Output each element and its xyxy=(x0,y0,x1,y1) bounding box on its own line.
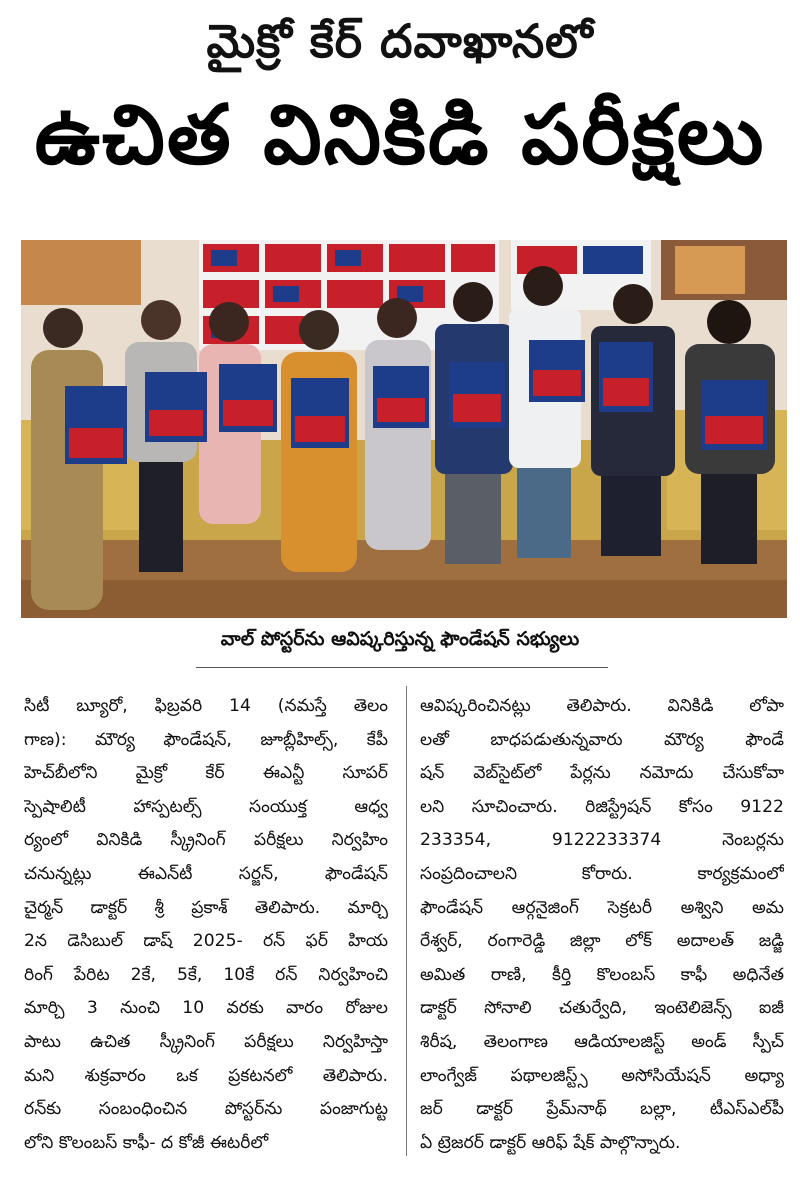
text-line: రేశ్వర్, రంగారెడ్డి జిల్లా లోక్ అదాలత్ జడ్జి xyxy=(420,931,784,952)
text-line: గాణ): మౌర్య ఫౌండేషన్, జూబ్లీహిల్స్, కేపీ xyxy=(24,729,388,750)
text-line: హెచ్‌బీలోని మైక్రో కేర్ ఈఎన్టీ సూపర్ xyxy=(24,763,388,784)
text-line: డాక్టర్ సోనాలి చతుర్వేది, ఇంటెలిజెన్స్ ఐజీ xyxy=(420,998,784,1019)
text-line: ర్యంలో వినికిడి స్క్రీనింగ్ పరీక్షలు నిర్వహిం xyxy=(24,830,388,851)
text-line: సంప్రదించాలని కోరారు. కార్యక్రమంలో xyxy=(420,863,784,884)
text-line: రింగ్ పేరిట 2కే, 5కే, 10కే రన్ నిర్వహించి xyxy=(24,964,388,985)
text-line: లోని కొలంబస్ కాఫీ- ద కోజీ ఈటరీలో xyxy=(24,1132,269,1153)
text-line: ఏ ట్రెజరర్ డాక్టర్ ఆరిఫ్ షేక్ పాల్గొన్నారు. xyxy=(420,1132,681,1153)
text-line: శిరీష, తెలంగాణ ఆడియాలజిస్ట్ అండ్ స్పీచ్ xyxy=(420,1031,784,1052)
text-line: ఆవిష్కరించినట్లు తెలిపారు. వినికిడి లోపా xyxy=(420,696,784,716)
text-line: రన్‌కు సంబంధించిన పోస్టర్‌ను పంజాగుట్ట xyxy=(24,1099,388,1120)
text-line: చైర్మన్ డాక్టర్ శ్రీ ప్రకాశ్ తెలిపారు. మార్చి xyxy=(24,897,388,918)
text-line: సిటీ బ్యూరో, ఫిబ్రవరి 14 (నమస్తే తెలం xyxy=(24,696,388,716)
text-line: స్పెషాలిటీ హాస్పటల్స్ సంయుక్త ఆధ్వ xyxy=(24,796,388,817)
text-line: మార్చి 3 నుంచి 10 వరకు వారం రోజుల xyxy=(24,998,388,1019)
text-line: షన్ వెబ్‌సైట్‌లో పేర్లను నమోదు చేసుకోవా xyxy=(420,763,784,784)
caption-rule xyxy=(196,667,608,668)
text-line: చనున్నట్లు ఈఎన్‌టీ సర్జన్, ఫౌండేషన్ xyxy=(24,863,388,884)
article-column-right xyxy=(420,690,784,1160)
text-line: జర్ డాక్టర్ ప్రేమ్‌నాథ్ బల్లా, టీఎస్ఎల్‌పీ xyxy=(420,1099,784,1120)
photo-caption: వాల్ పోస్టర్‌ను ఆవిష్కరిస్తున్న ఫౌండేషన్ సభ్యులు xyxy=(220,628,580,650)
text-line: 233354, 9122233374 నెంబర్లను xyxy=(420,830,784,851)
column-divider xyxy=(406,686,407,1156)
text-line: లాంగ్వేజ్ పథాలజిస్ట్స్ అసోసియేషన్ అధ్యా xyxy=(420,1065,784,1086)
photo-illustration xyxy=(21,240,787,618)
text-line: లని సూచించారు. రిజిస్ట్రేషన్ కోసం 9122 xyxy=(420,796,784,817)
news-photo xyxy=(21,240,787,618)
text-line: అమిత రాణి, కీర్తి కొలంబస్ కాఫీ అధినేత xyxy=(420,964,784,985)
article-column-left xyxy=(24,690,388,1160)
kicker-headline: మైక్రో కేర్ దవాఖానలో xyxy=(206,14,594,68)
text-line: 2న డెసిబుల్ డాష్ 2025- రన్ ఫర్ హియ xyxy=(24,931,388,952)
main-headline: ఉచిత వినికిడి పరీక్షలు xyxy=(34,88,766,183)
text-line: మని శుక్రవారం ఒక ప్రకటనలో తెలిపారు. xyxy=(24,1065,388,1086)
text-line: పాటు ఉచిత స్క్రీనింగ్ పరీక్షలు నిర్వహిస్తా xyxy=(24,1031,388,1052)
text-line: ఫౌండేషన్ ఆర్గనైజింగ్ సెక్రటరీ అశ్విని అమ xyxy=(420,897,784,918)
text-line: లతో బాధపడుతున్నవారు మౌర్య ఫౌండే xyxy=(420,729,784,750)
